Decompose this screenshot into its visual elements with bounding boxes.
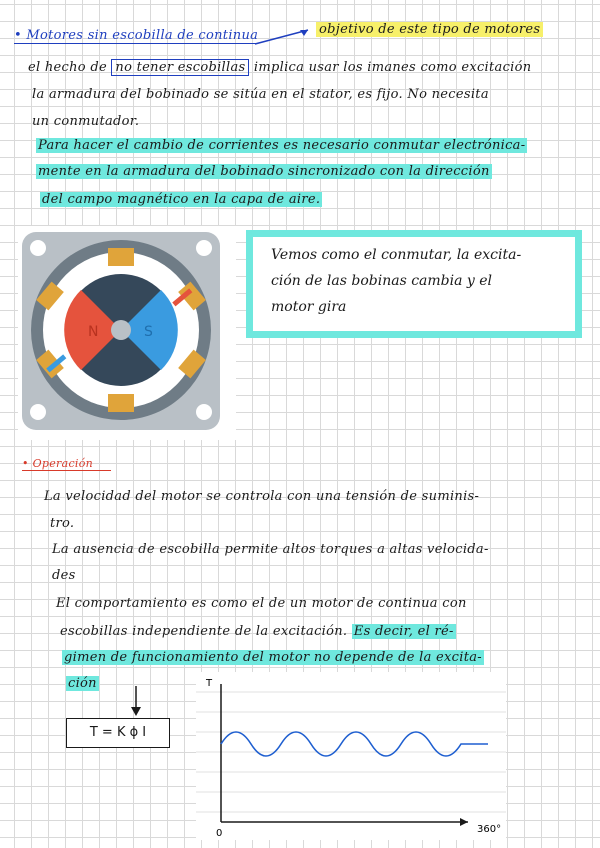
highlight-line2: mente en la armadura del bobinado sincronizado con la dirección: [38, 164, 490, 179]
objective-label: objetivo de este tipo de motores: [316, 22, 543, 37]
heading-operation: • Operación: [22, 457, 111, 470]
para2-line7: gimen de funcionamiento del motor no depende de la excita-: [64, 650, 482, 665]
para1-line2: la armadura del bobinado se sitúa en el stator, es fijo. No necesita: [32, 87, 489, 102]
torque-formula: T = K ϕ I: [66, 718, 170, 748]
torque-graph: [196, 672, 506, 840]
note-line2: ción de las bobinas cambia y el: [271, 273, 493, 289]
heading-brushless-motors: • Motores sin escobilla de continua: [14, 28, 259, 43]
south-label: S: [144, 324, 153, 340]
para1-line1: el hecho de no tener escobillas implica usar los imanes como excitación: [28, 60, 532, 75]
note-line3: motor gira: [271, 299, 347, 315]
para2-line8: ción: [68, 676, 97, 691]
para2-line4: des: [52, 568, 76, 583]
highlight-line3: del campo magnético en la capa de aire.: [42, 192, 321, 207]
x-origin-label: 0: [216, 828, 223, 839]
para1-line3: un conmutador.: [32, 114, 140, 129]
x-end-label: 360°: [477, 824, 502, 835]
no-brushes-box: no tener escobillas: [111, 59, 249, 76]
highlight-line1: Para hacer el cambio de corrientes es necesario conmutar electrónica-: [38, 138, 526, 153]
note-line1: Vemos como el conmutar, la excita-: [271, 247, 522, 263]
para2-line6: escobillas independiente de la excitación. Es decir, el ré-: [60, 624, 454, 639]
north-label: N: [88, 324, 99, 340]
para2-line1: La velocidad del motor se controla con una tensión de suminis-: [44, 489, 480, 504]
para2-line5: El comportamiento es como el de un motor de continua con: [56, 596, 467, 611]
para2-line2: tro.: [50, 516, 75, 531]
para2-line3: La ausencia de escobilla permite altos torques a altas velocida-: [52, 542, 489, 557]
y-axis-label: T: [206, 678, 213, 689]
